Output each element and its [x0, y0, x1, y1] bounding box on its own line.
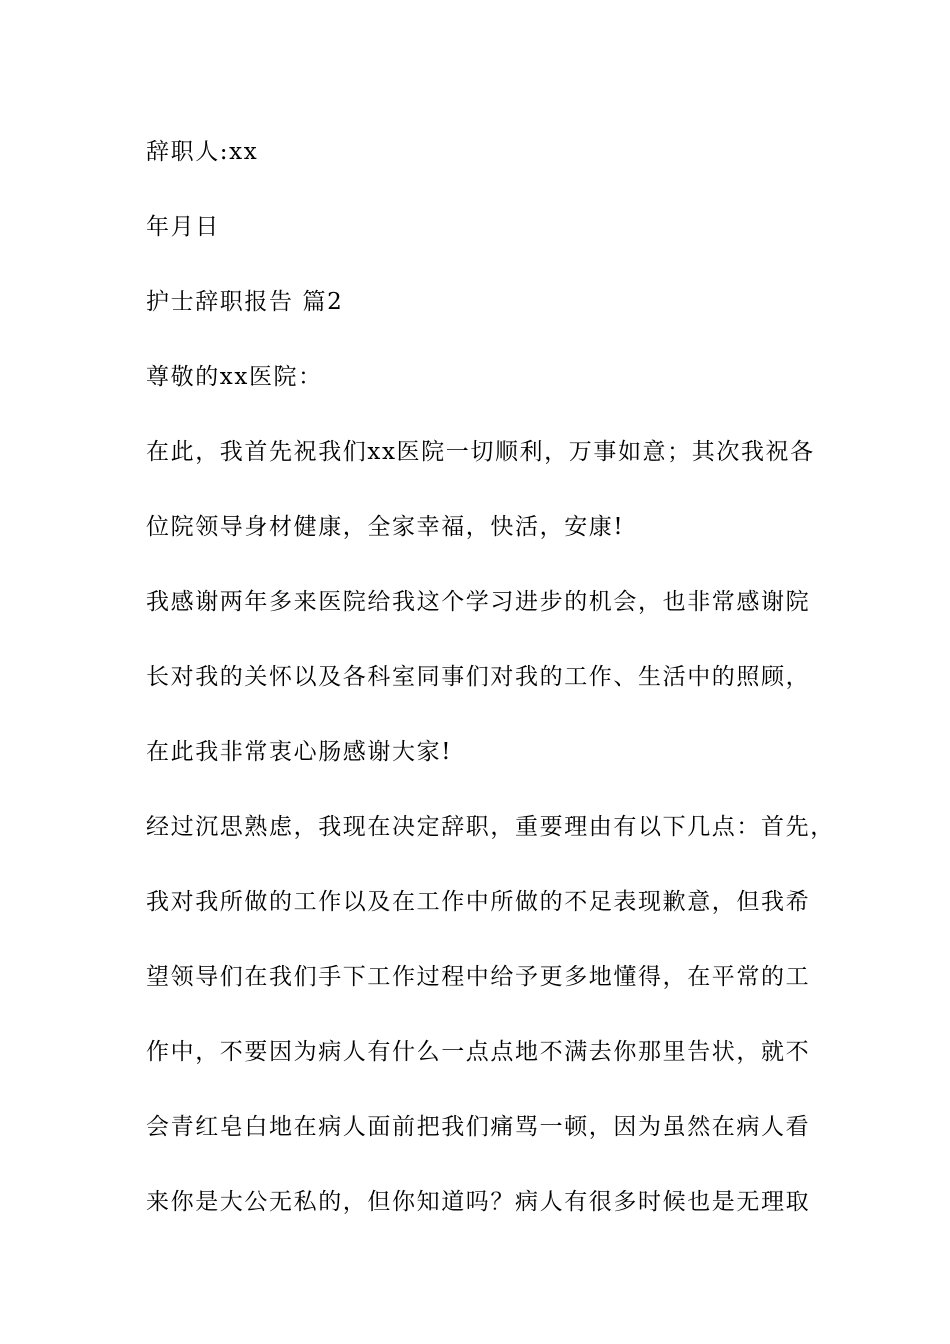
paragraph-line: 作中，不要因为病人有什么一点点地不满去你那里告状，就不: [146, 1039, 811, 1065]
paragraph-line: 在此我非常衷心肠感谢大家!: [146, 739, 453, 765]
salutation: 尊敬的xx医院：: [146, 364, 323, 390]
paragraph-line: 来你是大公无私的，但你知道吗？病人有很多时候也是无理取: [146, 1189, 811, 1215]
signature-line: 辞职人:xx: [146, 139, 259, 165]
section-title: 护士辞职报告 篇2: [146, 289, 344, 315]
paragraph-line: 我感谢两年多来医院给我这个学习进步的机会，也非常感谢院: [146, 589, 811, 615]
paragraph-line: 望领导们在我们手下工作过程中给予更多地懂得，在平常的工: [146, 964, 811, 990]
date-line: 年月日: [146, 214, 220, 240]
paragraph-line: 会青红皂白地在病人面前把我们痛骂一顿，因为虽然在病人看: [146, 1114, 811, 1140]
document-body: [146, 134, 836, 1259]
paragraph-line: 位院领导身材健康，全家幸福，快活，安康!: [146, 514, 625, 540]
paragraph-line: 在此，我首先祝我们xx医院一切顺利，万事如意；其次我祝各: [146, 439, 815, 465]
paragraph-line: 长对我的关怀以及各科室同事们对我的工作、生活中的照顾，: [146, 664, 811, 690]
paragraph-line: 经过沉思熟虑，我现在决定辞职，重要理由有以下几点：首先，: [146, 814, 835, 840]
paragraph-line: 我对我所做的工作以及在工作中所做的不足表现歉意，但我希: [146, 889, 811, 915]
